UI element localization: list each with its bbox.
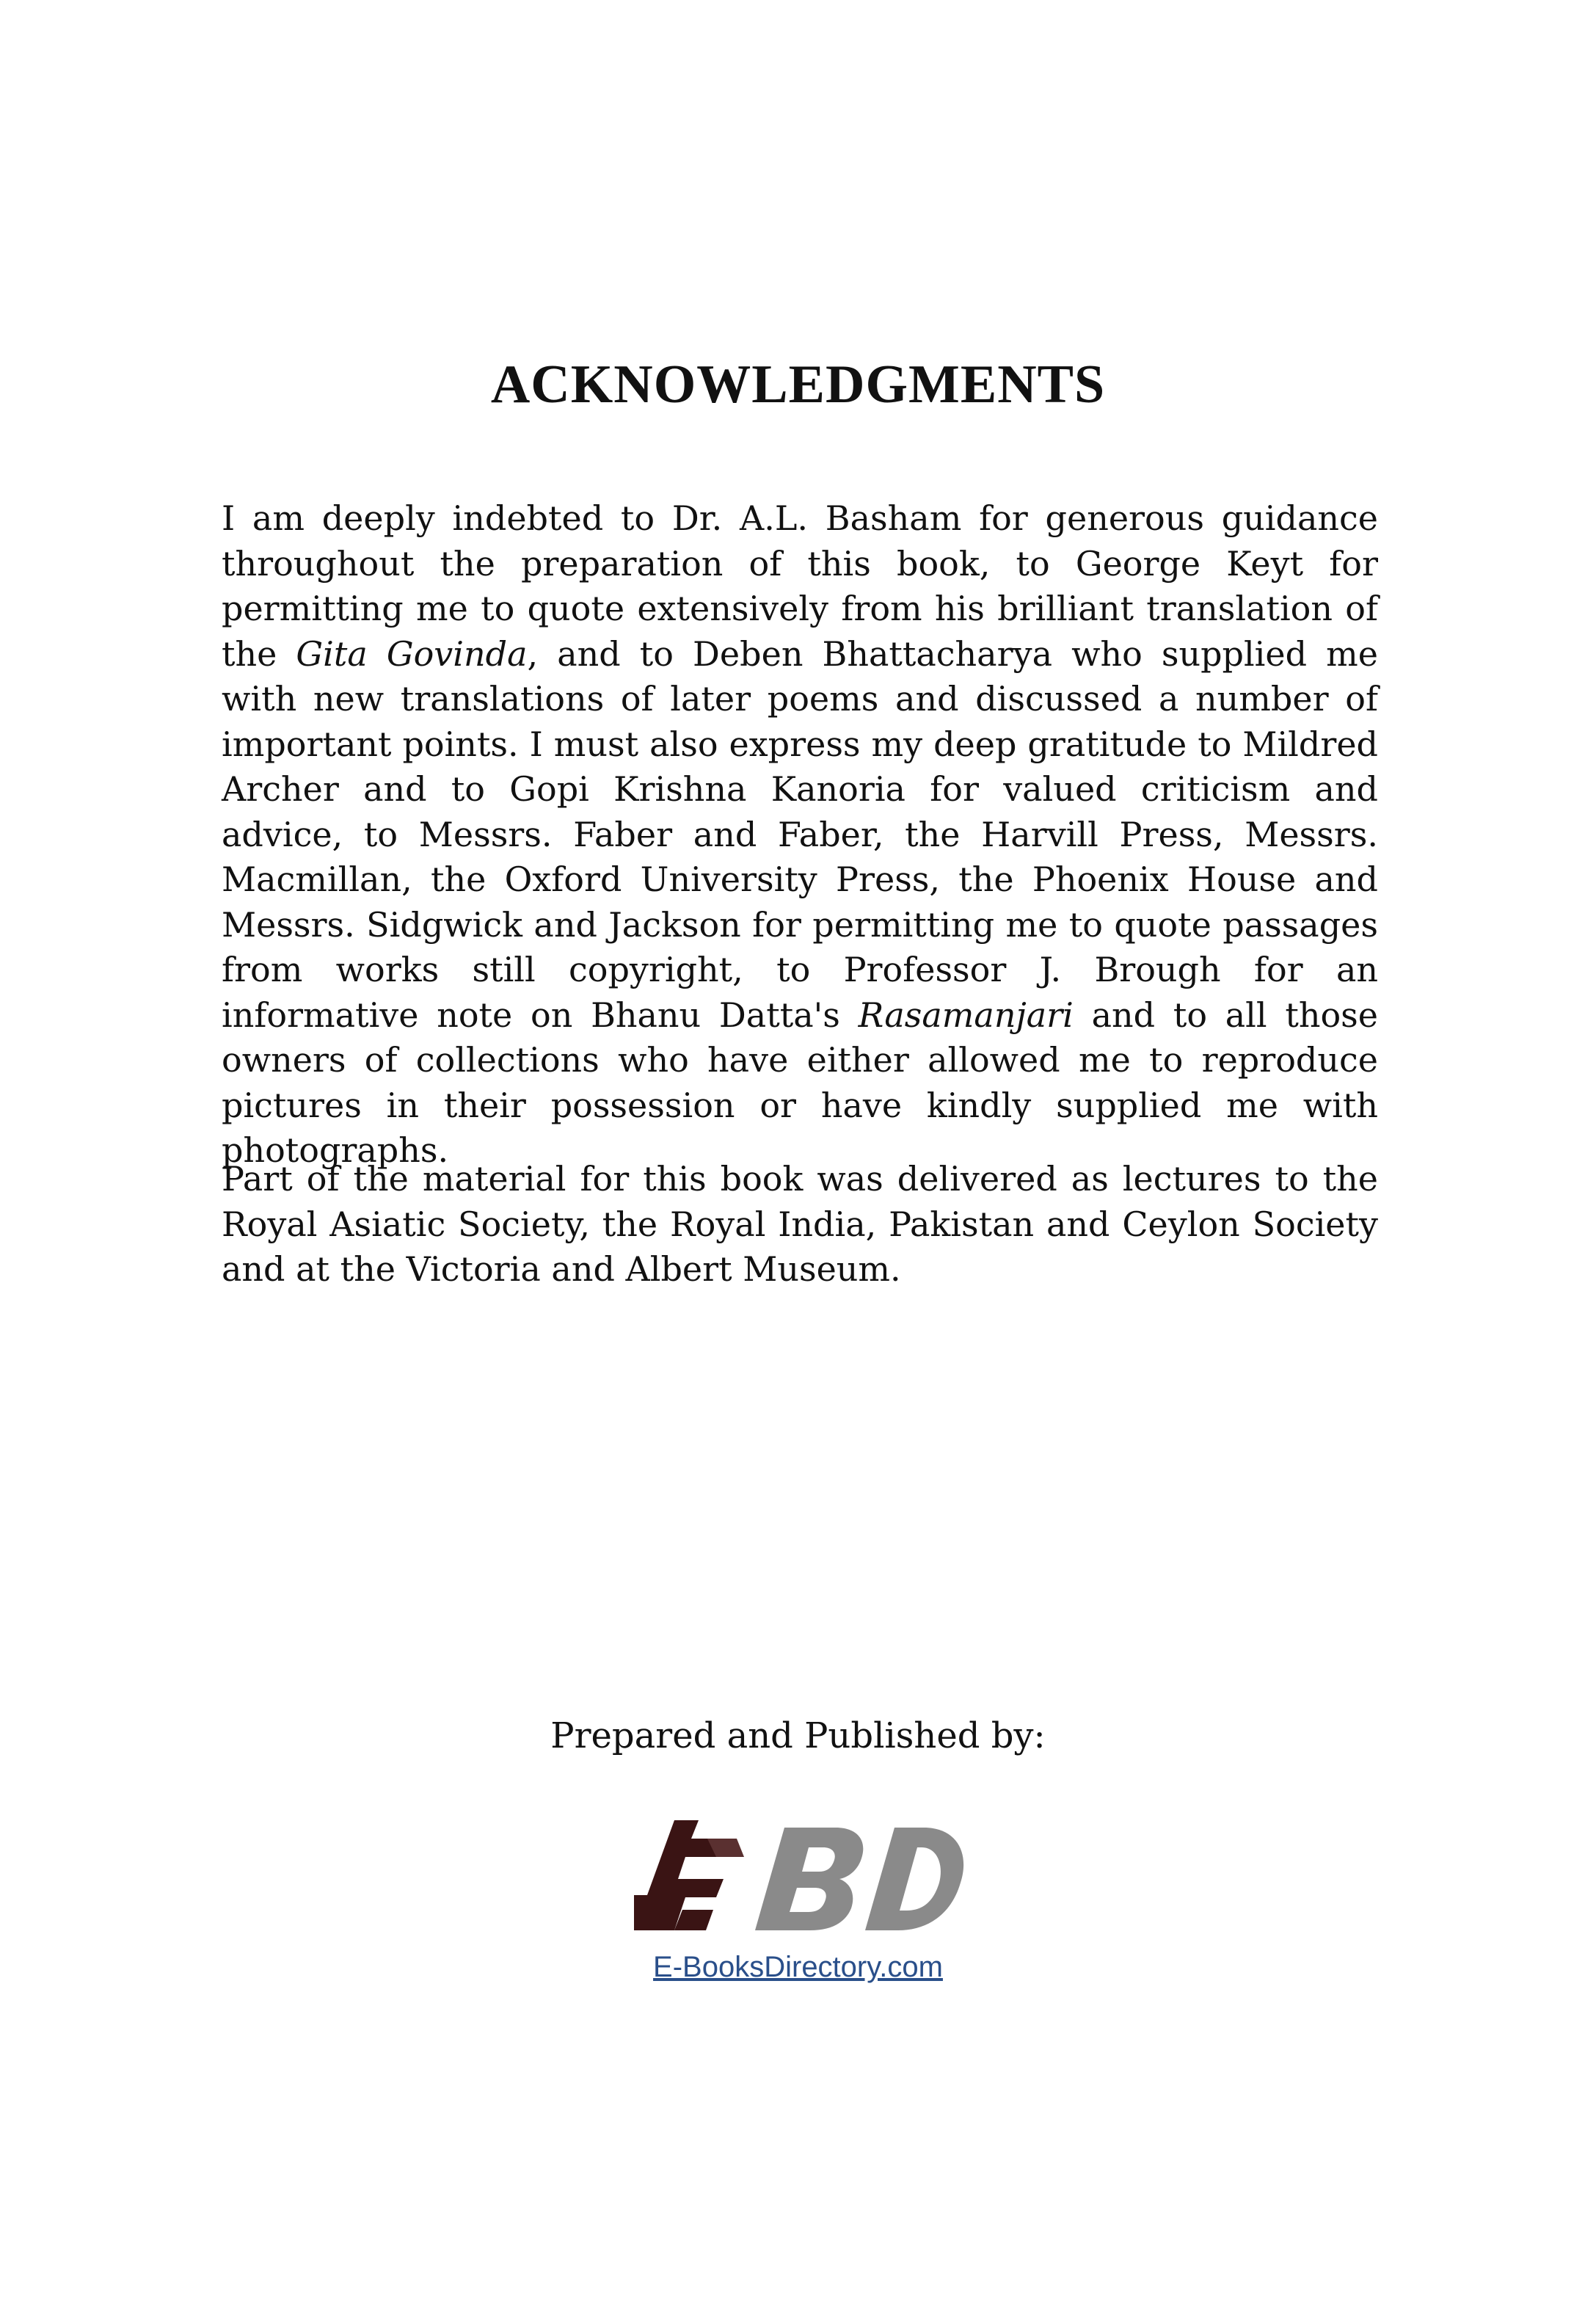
logo-e-mark bbox=[634, 1820, 744, 1930]
acknowledgment-paragraph-1 bbox=[222, 496, 1378, 1174]
paragraph-text: I am deeply indebted to Dr. A.L. Basham for generous guidance throughout the preparation of this book, to George Keyt for permitting me to quote extensively from his brilliant translation of the bbox=[222, 498, 1378, 674]
acknowledgment-paragraph-2: Part of the material for this book was delivered as lectures to the Royal Asiatic Society, the Royal India, Pakistan and Ceylon Society and at the Victoria and Albert Museum. bbox=[222, 1159, 1378, 1289]
prepared-by-label: Prepared and Published by: bbox=[550, 1715, 1046, 1756]
site-link[interactable]: E-BooksDirectory.com bbox=[653, 1951, 943, 1983]
paragraph-text: and to all those owners of collections who have either allowed me to reproduce pictures in their possession or have kindly supplied me with photographs. bbox=[222, 995, 1378, 1170]
book-title-rasamanjari: Rasamanjari bbox=[858, 995, 1074, 1035]
logo-d-mark bbox=[865, 1828, 963, 1930]
page-title: ACKNOWLEDGMENTS bbox=[490, 354, 1106, 415]
paragraph-text: , and to Deben Bhattacharya who supplied me with new translations of later poems and discussed a number of important points. I must also express my deep gratitude to Mildred Archer and to Gopi Krishna Kanoria for valued criticism and advice, to Messrs. Faber and Faber, the Harvill Press, Messrs. Macmillan, the Oxford University Press, the Phoenix House and Messrs. Sidgwick and Jackson for permitting me to quote passages from works still copyright, to Professor J. Brough for an informative note on Bhanu Datta's bbox=[222, 633, 1378, 1035]
book-title-gita-govinda: Gita Govinda bbox=[296, 633, 528, 674]
ebd-logo-icon bbox=[634, 1813, 964, 1930]
logo-b-mark bbox=[755, 1828, 863, 1930]
